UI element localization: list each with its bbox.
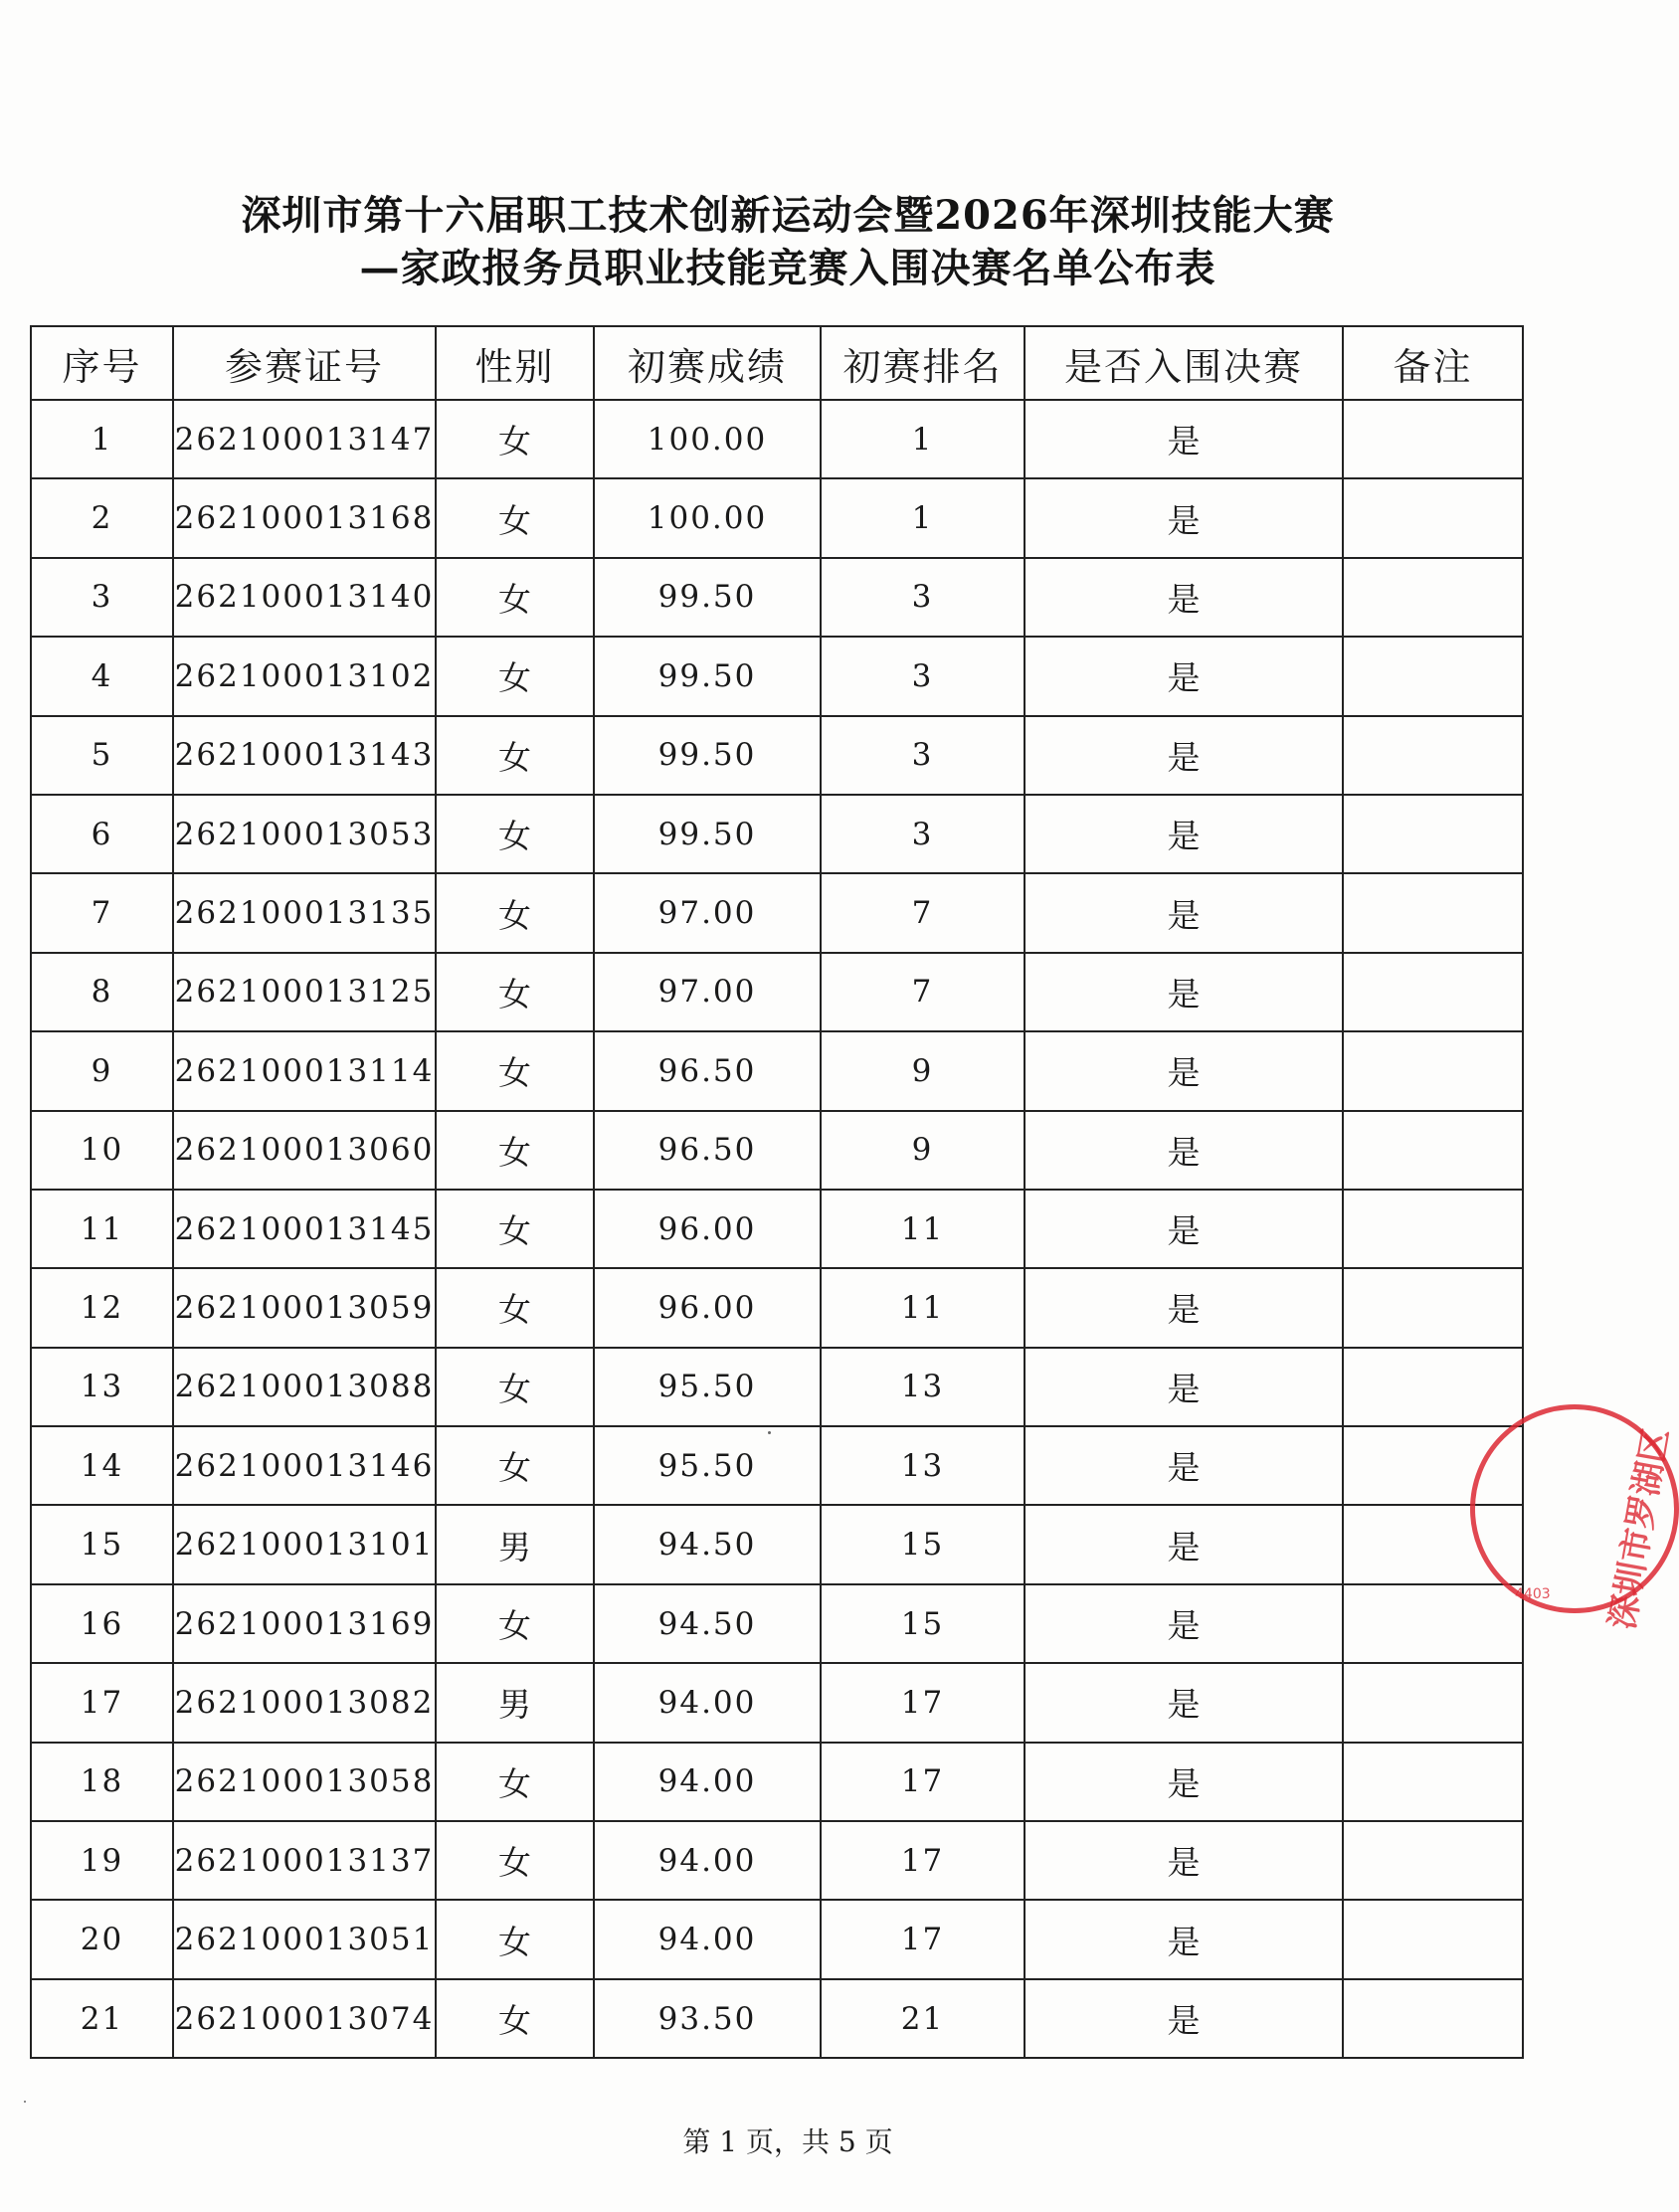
cell-entry-number: 262100013143 [173, 716, 436, 795]
cell-finalist: 是 [1025, 1268, 1343, 1347]
seal-text: 深圳市罗湖区 [1602, 1425, 1677, 1633]
cell-prelim-score: 99.50 [594, 795, 821, 873]
table-row [31, 637, 1523, 715]
cell-finalist: 是 [1025, 716, 1343, 795]
table-row [31, 1190, 1523, 1268]
cell-finalist: 是 [1025, 1584, 1343, 1663]
cell-gender: 女 [436, 1111, 594, 1190]
cell-remarks [1343, 400, 1523, 478]
header-gender: 性别 [436, 326, 594, 400]
cell-gender: 女 [436, 716, 594, 795]
cell-entry-number: 262100013140 [173, 558, 436, 637]
document-title-line-2: —家政报务员职业技能竞赛入围决赛名单公布表 [359, 245, 1216, 291]
cell-entry-number: 262100013147 [173, 400, 436, 478]
cell-remarks [1343, 637, 1523, 715]
table-row [31, 953, 1523, 1031]
cell-remarks [1343, 716, 1523, 795]
cell-remarks [1343, 558, 1523, 637]
header-finalist: 是否入围决赛 [1025, 326, 1343, 400]
cell-prelim-rank: 3 [821, 637, 1025, 715]
cell-finalist: 是 [1025, 1190, 1343, 1268]
cell-remarks [1343, 1348, 1523, 1426]
cell-prelim-score: 94.50 [594, 1584, 821, 1663]
cell-remarks [1343, 478, 1523, 557]
cell-seq: 12 [31, 1268, 173, 1347]
cell-finalist: 是 [1025, 637, 1343, 715]
cell-entry-number: 262100013146 [173, 1426, 436, 1505]
cell-prelim-score: 94.00 [594, 1900, 821, 1978]
cell-remarks [1343, 1900, 1523, 1978]
cell-entry-number: 262100013137 [173, 1821, 436, 1900]
finalist-table [30, 325, 1524, 2059]
header-entry-number: 参赛证号 [173, 326, 436, 400]
cell-seq: 3 [31, 558, 173, 637]
cell-remarks [1343, 1743, 1523, 1821]
cell-prelim-rank: 3 [821, 716, 1025, 795]
header-seq: 序号 [31, 326, 173, 400]
cell-prelim-rank: 7 [821, 953, 1025, 1031]
official-seal-stamp [1470, 1404, 1679, 1633]
cell-prelim-rank: 3 [821, 795, 1025, 873]
cell-seq: 19 [31, 1821, 173, 1900]
cell-finalist: 是 [1025, 1979, 1343, 2058]
cell-prelim-score: 95.50 [594, 1426, 821, 1505]
table-row [31, 716, 1523, 795]
cell-prelim-rank: 9 [821, 1031, 1025, 1110]
cell-gender: 女 [436, 1584, 594, 1663]
cell-remarks [1343, 1031, 1523, 1110]
cell-finalist: 是 [1025, 1505, 1343, 1583]
cell-gender: 女 [436, 400, 594, 478]
cell-prelim-rank: 17 [821, 1900, 1025, 1978]
cell-finalist: 是 [1025, 953, 1343, 1031]
cell-entry-number: 262100013058 [173, 1743, 436, 1821]
cell-remarks [1343, 873, 1523, 952]
table-row [31, 1505, 1523, 1583]
cell-entry-number: 262100013051 [173, 1900, 436, 1978]
cell-prelim-score: 96.00 [594, 1268, 821, 1347]
cell-remarks [1343, 1663, 1523, 1742]
cell-seq: 7 [31, 873, 173, 952]
cell-entry-number: 262100013169 [173, 1584, 436, 1663]
cell-remarks [1343, 795, 1523, 873]
table-row [31, 478, 1523, 557]
scan-speck [24, 2101, 26, 2103]
table-row [31, 1821, 1523, 1900]
cell-seq: 5 [31, 716, 173, 795]
cell-finalist: 是 [1025, 478, 1343, 557]
table-row [31, 1584, 1523, 1663]
header-remarks: 备注 [1343, 326, 1523, 400]
cell-finalist: 是 [1025, 1348, 1343, 1426]
cell-prelim-rank: 3 [821, 558, 1025, 637]
cell-prelim-rank: 15 [821, 1505, 1025, 1583]
cell-entry-number: 262100013168 [173, 478, 436, 557]
cell-prelim-score: 99.50 [594, 716, 821, 795]
cell-prelim-rank: 1 [821, 478, 1025, 557]
table-row [31, 400, 1523, 478]
cell-entry-number: 262100013102 [173, 637, 436, 715]
table-row [31, 1743, 1523, 1821]
cell-gender: 女 [436, 873, 594, 952]
cell-seq: 6 [31, 795, 173, 873]
cell-gender: 女 [436, 1190, 594, 1268]
cell-seq: 11 [31, 1190, 173, 1268]
cell-remarks [1343, 1979, 1523, 2058]
cell-prelim-score: 96.00 [594, 1190, 821, 1268]
cell-entry-number: 262100013114 [173, 1031, 436, 1110]
cell-prelim-rank: 7 [821, 873, 1025, 952]
cell-prelim-score: 94.00 [594, 1821, 821, 1900]
cell-gender: 女 [436, 1743, 594, 1821]
page-indicator: 第 1 页，共 5 页 [682, 2125, 893, 2158]
header-prelim-rank: 初赛排名 [821, 326, 1025, 400]
cell-seq: 18 [31, 1743, 173, 1821]
cell-remarks [1343, 1584, 1523, 1663]
cell-prelim-rank: 13 [821, 1348, 1025, 1426]
cell-prelim-score: 97.00 [594, 873, 821, 952]
cell-seq: 16 [31, 1584, 173, 1663]
table-row [31, 1268, 1523, 1347]
cell-gender: 男 [436, 1663, 594, 1742]
table-row [31, 1348, 1523, 1426]
cell-prelim-rank: 15 [821, 1584, 1025, 1663]
table-row [31, 1031, 1523, 1110]
cell-gender: 女 [436, 1268, 594, 1347]
cell-seq: 4 [31, 637, 173, 715]
cell-prelim-score: 95.50 [594, 1348, 821, 1426]
cell-gender: 女 [436, 1979, 594, 2058]
cell-gender: 女 [436, 478, 594, 557]
cell-seq: 13 [31, 1348, 173, 1426]
cell-entry-number: 262100013088 [173, 1348, 436, 1426]
cell-remarks [1343, 1111, 1523, 1190]
cell-seq: 9 [31, 1031, 173, 1110]
table-row [31, 873, 1523, 952]
scan-speck [768, 1431, 771, 1434]
cell-finalist: 是 [1025, 1821, 1343, 1900]
cell-gender: 女 [436, 953, 594, 1031]
cell-gender: 女 [436, 1900, 594, 1978]
cell-prelim-score: 94.00 [594, 1743, 821, 1821]
document-title-line-1: 深圳市第十六届职工技术创新运动会暨2026年深圳技能大赛 [241, 192, 1335, 239]
header-prelim-score: 初赛成绩 [594, 326, 821, 400]
cell-finalist: 是 [1025, 1031, 1343, 1110]
cell-gender: 女 [436, 1426, 594, 1505]
cell-prelim-rank: 17 [821, 1821, 1025, 1900]
cell-entry-number: 262100013053 [173, 795, 436, 873]
cell-prelim-rank: 17 [821, 1663, 1025, 1742]
table-row [31, 1111, 1523, 1190]
cell-seq: 21 [31, 1979, 173, 2058]
cell-prelim-rank: 11 [821, 1268, 1025, 1347]
cell-prelim-rank: 13 [821, 1426, 1025, 1505]
cell-remarks [1343, 953, 1523, 1031]
cell-prelim-score: 100.00 [594, 400, 821, 478]
cell-gender: 女 [436, 1348, 594, 1426]
cell-finalist: 是 [1025, 1111, 1343, 1190]
cell-prelim-score: 94.00 [594, 1663, 821, 1742]
cell-prelim-score: 96.50 [594, 1111, 821, 1190]
seal-code: 4403 [1515, 1586, 1551, 1602]
cell-entry-number: 262100013060 [173, 1111, 436, 1190]
cell-seq: 10 [31, 1111, 173, 1190]
cell-finalist: 是 [1025, 400, 1343, 478]
table-header-row [31, 326, 1523, 400]
table-row [31, 1900, 1523, 1978]
cell-prelim-rank: 21 [821, 1979, 1025, 2058]
cell-entry-number: 262100013125 [173, 953, 436, 1031]
cell-gender: 女 [436, 795, 594, 873]
cell-prelim-score: 99.50 [594, 637, 821, 715]
cell-remarks [1343, 1821, 1523, 1900]
cell-finalist: 是 [1025, 873, 1343, 952]
cell-finalist: 是 [1025, 1743, 1343, 1821]
cell-entry-number: 262100013145 [173, 1190, 436, 1268]
cell-entry-number: 262100013082 [173, 1663, 436, 1742]
cell-seq: 20 [31, 1900, 173, 1978]
cell-finalist: 是 [1025, 1900, 1343, 1978]
cell-entry-number: 262100013059 [173, 1268, 436, 1347]
cell-prelim-rank: 17 [821, 1743, 1025, 1821]
cell-gender: 女 [436, 558, 594, 637]
cell-gender: 女 [436, 1031, 594, 1110]
cell-gender: 女 [436, 637, 594, 715]
cell-prelim-rank: 9 [821, 1111, 1025, 1190]
cell-prelim-score: 97.00 [594, 953, 821, 1031]
cell-remarks [1343, 1190, 1523, 1268]
table-row [31, 1979, 1523, 2058]
table-row [31, 1663, 1523, 1742]
cell-gender: 男 [436, 1505, 594, 1583]
cell-entry-number: 262100013074 [173, 1979, 436, 2058]
cell-finalist: 是 [1025, 795, 1343, 873]
table-row [31, 795, 1523, 873]
cell-prelim-score: 94.50 [594, 1505, 821, 1583]
cell-entry-number: 262100013135 [173, 873, 436, 952]
table-row [31, 558, 1523, 637]
cell-seq: 2 [31, 478, 173, 557]
cell-prelim-score: 96.50 [594, 1031, 821, 1110]
cell-seq: 15 [31, 1505, 173, 1583]
cell-prelim-score: 99.50 [594, 558, 821, 637]
cell-finalist: 是 [1025, 1663, 1343, 1742]
cell-remarks [1343, 1268, 1523, 1347]
table-row [31, 1426, 1523, 1505]
cell-seq: 1 [31, 400, 173, 478]
cell-prelim-score: 100.00 [594, 478, 821, 557]
cell-finalist: 是 [1025, 558, 1343, 637]
cell-gender: 女 [436, 1821, 594, 1900]
cell-seq: 17 [31, 1663, 173, 1742]
cell-prelim-rank: 11 [821, 1190, 1025, 1268]
cell-seq: 14 [31, 1426, 173, 1505]
cell-entry-number: 262100013101 [173, 1505, 436, 1583]
cell-prelim-score: 93.50 [594, 1979, 821, 2058]
cell-seq: 8 [31, 953, 173, 1031]
cell-finalist: 是 [1025, 1426, 1343, 1505]
cell-prelim-rank: 1 [821, 400, 1025, 478]
